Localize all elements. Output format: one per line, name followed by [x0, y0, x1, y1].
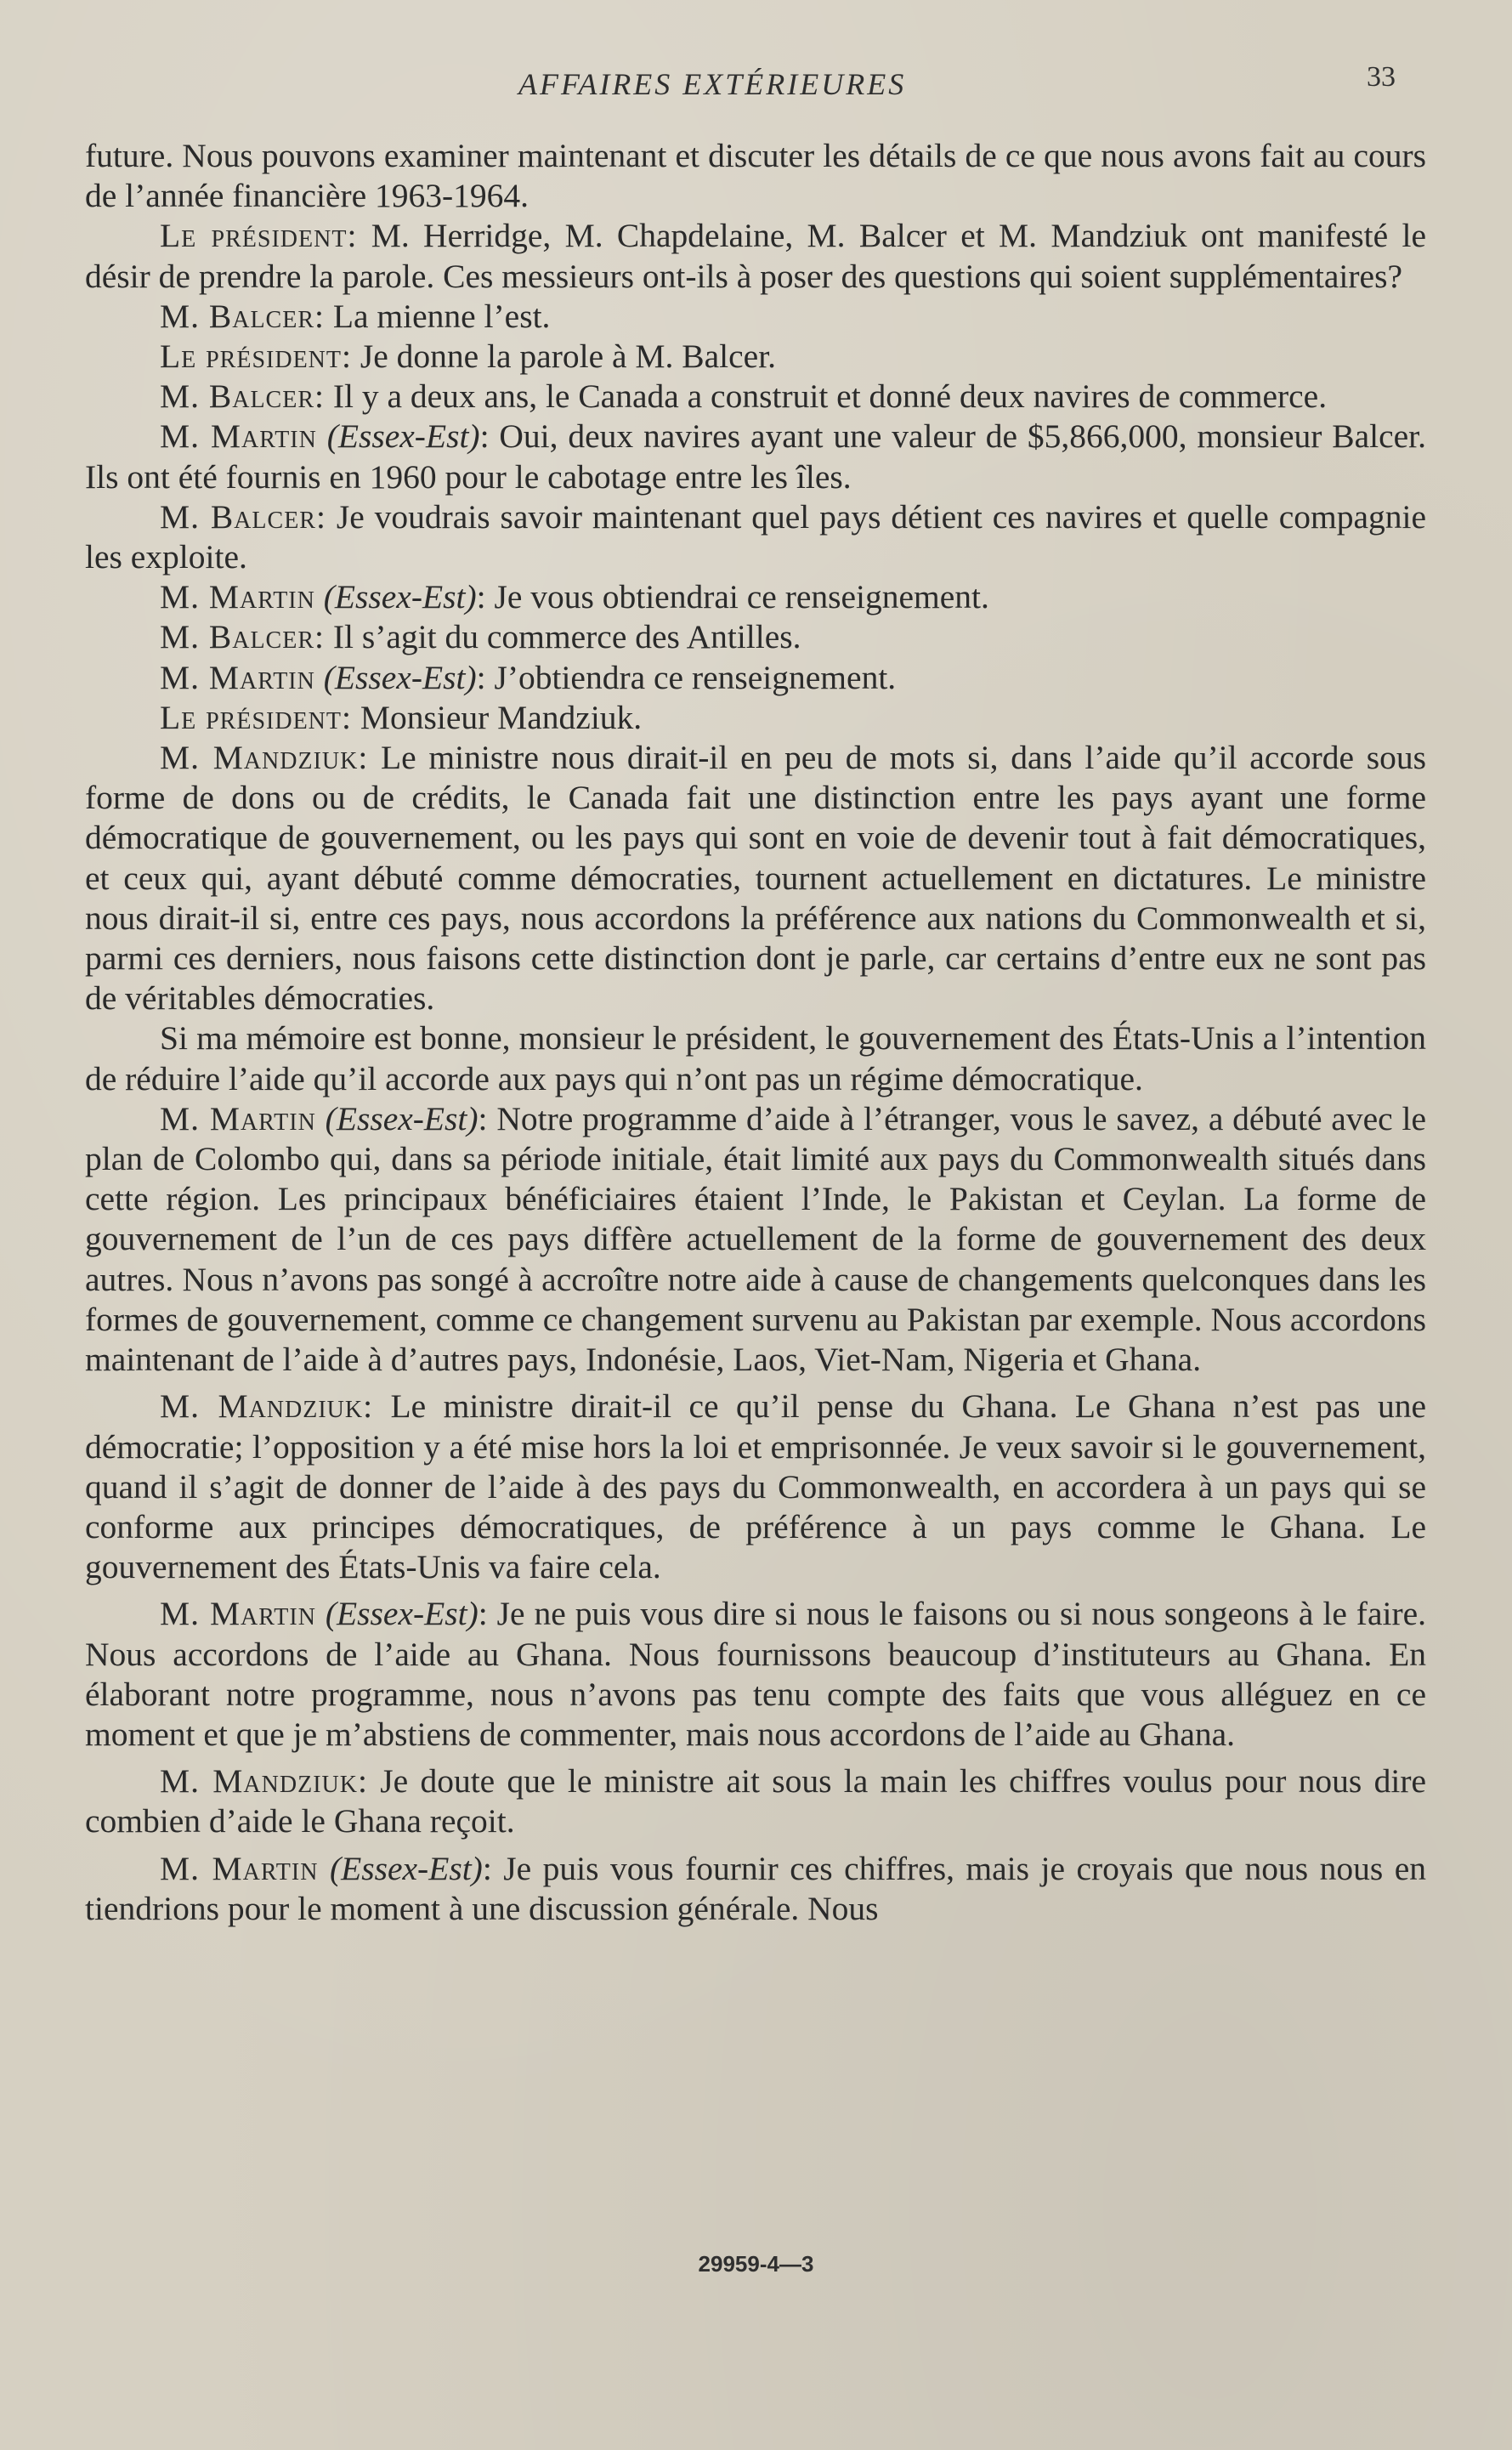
- page-number: 33: [1367, 61, 1396, 93]
- paragraph: M. Martin (Essex-Est): Je puis vous fournir ces chiffres, mais je croyais que nous nous en tiendrions pour le moment à une discussion générale. Nous: [85, 1849, 1427, 1927]
- paragraph: Si ma mémoire est bonne, monsieur le président, le gouvernement des États-Unis a l’intention de réduire l’aide qu’il accorde aux pays qui n’ont pas un régime démocratique.: [85, 1019, 1426, 1097]
- speaker-name: M. Mandziuk:: [160, 1762, 368, 1801]
- print-code: 29959-4—3: [698, 2251, 814, 2277]
- speaker-name: M. Balcer:: [160, 497, 326, 536]
- speaker-name: Le président:: [160, 698, 352, 736]
- paragraph: M. Martin (Essex-Est): Je vous obtiendrai ce renseignement.: [160, 578, 989, 616]
- paragraph: M. Martin (Essex-Est): Notre programme d’aide à l’étranger, vous le savez, a débuté avec le plan de Colombo qui, dans sa période initiale, était limité aux pays du Commonwealth situés dans cette région. Les principaux bénéficiaires étaient l’Inde, le Pakistan et Ceylan. La forme de gouvernement de l’un de ces pays diffère actuellement de la forme de gouvernement des deux autres. Nous n’avons pas songé à accroître notre aide à cause de changements quelconques dans les formes de gouvernement, comme ce changement survenu au Pakistan par exemple. Nous accordons maintenant de l’aide à d’autres pays, Indonésie, Laos, Viet-Nam, Nigeria et Ghana.: [85, 1099, 1427, 1379]
- speaker-riding: (Essex-Est): [325, 1099, 479, 1137]
- speaker-riding: (Essex-Est): [325, 1595, 479, 1633]
- paragraph: M. Balcer: Je voudrais savoir maintenant quel pays détient ces navires et quelle compagnie les exploite.: [85, 497, 1426, 576]
- paragraph: M. Martin (Essex-Est): Je ne puis vous dire si nous le faisons ou si nous songeons à le faire. Nous accordons de l’aide au Ghana. Nous fournissons beaucoup d’instituteurs au Ghana. En élaborant notre programme, nous n’avons pas tenu compte des faits que vous alléguez en ce moment et que je m’abstiens de commenter, mais nous accordons de l’aide au Ghana.: [85, 1595, 1427, 1753]
- speaker-name: M. Mandziuk:: [160, 1387, 374, 1426]
- paragraph: M. Balcer: La mienne l’est.: [160, 297, 551, 335]
- speaker-name: M. Martin: [160, 1849, 319, 1887]
- paragraph: M. Balcer: Il s’agit du commerce des Antilles.: [160, 618, 801, 656]
- speaker-name: M. Martin: [160, 417, 317, 456]
- speaker-name: M. Martin: [160, 1595, 316, 1633]
- paragraph: future. Nous pouvons examiner maintenant et discuter les détails de ce que nous avons fait au cours de l’année financière 1963-1964.: [85, 137, 1426, 215]
- paragraph: M. Mandziuk: Je doute que le ministre ait sous la main les chiffres voulus pour nous dire combien d’aide le Ghana reçoit.: [85, 1762, 1426, 1840]
- speaker-riding: (Essex-Est): [323, 578, 477, 616]
- speaker-name: M. Balcer:: [160, 618, 325, 656]
- speaker-name: Le président:: [160, 217, 358, 255]
- paragraph: Le président: M. Herridge, M. Chapdelaine, M. Balcer et M. Mandziuk ont manifesté le désir de prendre la parole. Ces messieurs ont-ils à poser des questions qui soient supplémentaires?: [85, 217, 1426, 295]
- paragraph: M. Martin (Essex-Est): Oui, deux navires ayant une valeur de $5,866,000, monsieur Balcer. Ils ont été fournis en 1960 pour le cabotage entre les îles.: [85, 417, 1427, 496]
- paragraph: M. Balcer: Il y a deux ans, le Canada a construit et donné deux navires de commerce.: [160, 377, 1328, 416]
- page-header: [0, 61, 1512, 112]
- speaker-riding: (Essex-Est): [326, 417, 480, 456]
- paragraph: Le président: Je donne la parole à M. Balcer.: [160, 337, 777, 376]
- speaker-name: M. Martin: [160, 1099, 316, 1137]
- speaker-name: M. Mandziuk:: [160, 739, 369, 777]
- body-text: [85, 136, 1426, 1929]
- paragraph: M. Mandziuk: Le ministre nous dirait-il en peu de mots si, dans l’aide qu’il accorde sous forme de dons ou de crédits, le Canada fait une distinction entre les pays ayant une forme démocratique de gouvernement, ou les pays qui sont en voie de devenir tout à fait démocratiques, et ceux qui, ayant débuté comme démocraties, tournent actuellement en dictatures. Le ministre nous dirait-il si, entre ces pays, nous accordons la préférence aux nations du Commonwealth et si, parmi ces derniers, nous faisons cette distinction dont je parle, car certains d’entre eux ne sont pas de véritables démocraties.: [85, 739, 1427, 1018]
- speaker-riding: (Essex-Est): [329, 1849, 483, 1887]
- speaker-name: M. Balcer:: [160, 297, 325, 335]
- paragraph: M. Mandziuk: Le ministre dirait-il ce qu’il pense du Ghana. Le Ghana n’est pas une démocratie; l’opposition y a été mise hors la loi et emprisonnée. Je veux savoir si le gouvernement, quand il s’agit de donner de l’aide à des pays du Commonwealth, en accordera à un pays qui se conforme aux principes démocratiques, de préférence à un pays comme le Ghana. Le gouvernement des États-Unis va faire cela.: [85, 1387, 1426, 1586]
- paragraph: Le président: Monsieur Mandziuk.: [160, 698, 643, 736]
- speaker-name: Le président:: [160, 337, 352, 376]
- speaker-name: M. Martin: [160, 658, 315, 696]
- speaker-name: M. Martin: [160, 578, 315, 616]
- running-title: AFFAIRES EXTÉRIEURES: [518, 67, 907, 101]
- speaker-riding: (Essex-Est): [323, 658, 477, 696]
- speaker-name: M. Balcer:: [160, 377, 325, 416]
- paragraph: M. Martin (Essex-Est): J’obtiendra ce renseignement.: [160, 658, 897, 696]
